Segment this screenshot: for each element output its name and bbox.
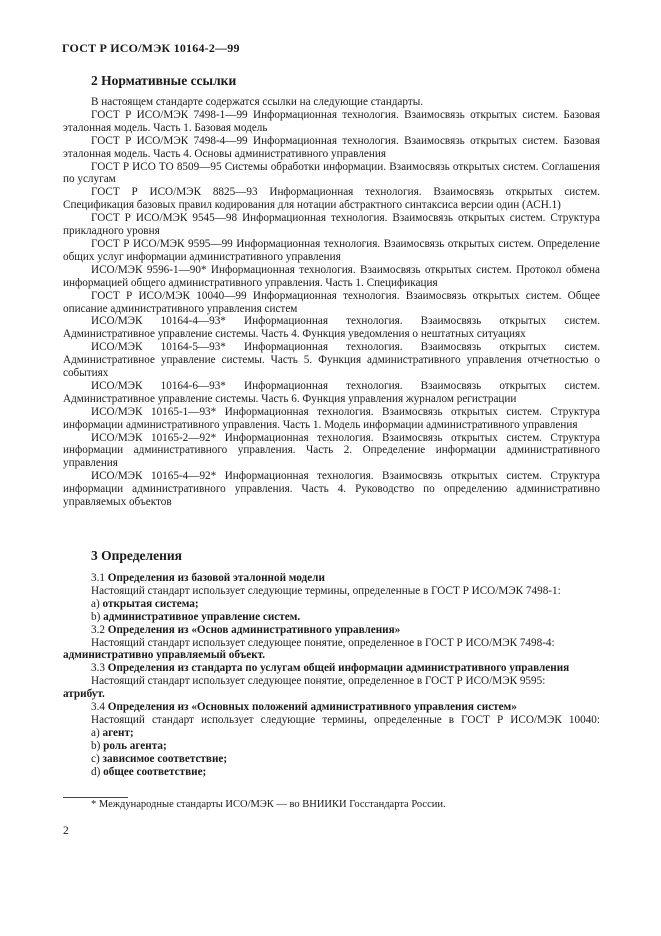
subsection-number: 3.3 (91, 662, 105, 675)
subsection-3-2-title (63, 624, 600, 637)
section-3-body (63, 572, 600, 779)
subsection-title: Определения из «Основных положений административного управления систем» (107, 701, 517, 714)
list-item: b) административное управление систем. (91, 610, 301, 623)
page-number: 2 (63, 825, 69, 837)
section-2-intro: В настоящем стандарте содержатся ссылки на следующие стандарты. (91, 96, 424, 108)
reference-item: ИСО/МЭК 10164-5—93* Информационная технология. Взаимосвязь открытых систем. Административное управление системы. Часть 5. Функция административного управления отчетностью о событиях (63, 341, 600, 380)
reference-item: ИСО/МЭК 9596-1—90* Информационная технология. Взаимосвязь открытых систем. Протокол обмена информацией общего административного управления. Часть 1. Спецификация (63, 263, 600, 289)
subsection-number: 3.4 (91, 701, 105, 714)
section-2-body (63, 96, 600, 509)
section-3-heading: 3 Определения (91, 548, 182, 563)
reference-item: ГОСТ Р ИСО/МЭК 7498-1—99 Информационная технология. Взаимосвязь открытых систем. Базовая эталонная модель. Часть 1. Базовая модель (63, 108, 600, 134)
list-item: b) роль агента; (91, 739, 167, 752)
footnote-divider (63, 797, 128, 798)
reference-item: ГОСТ Р ИСО/МЭК 7498-4—99 Информационная технология. Взаимосвязь открытых систем. Базовая эталонная модель. Часть 4. Основы административного управления (63, 134, 600, 160)
reference-item: ИСО/МЭК 10165-4—92* Информационная технология. Взаимосвязь открытых систем. Структура информации административного управления. Часть 4. Руководство по определению административно управляемых объектов (63, 470, 600, 509)
subsection-title: Определения из стандарта по услугам общей информации административного управления (107, 662, 570, 675)
subsection-3-1-title (63, 572, 600, 585)
subsection-3-1-text: Настоящий стандарт использует следующие термины, определенные в ГОСТ Р ИСО/МЭК 7498-1: (91, 584, 561, 597)
section-2-heading: 2 Нормативные ссылки (91, 73, 237, 88)
subsection-number: 3.2 (91, 623, 105, 636)
reference-item: ИСО/МЭК 10164-4—93* Информационная технология. Взаимосвязь открытых систем. Административное управление системы. Часть 4. Функция уведомления о нештатных ситуациях (63, 315, 600, 341)
list-item: a) открытая система; (91, 597, 199, 610)
list-item: a) агент; (91, 726, 134, 739)
reference-item: ГОСТ Р ИСО ТО 8509—95 Системы обработки информации. Взаимосвязь открытых систем. Соглашения по услугам (63, 160, 600, 186)
reference-item: ГОСТ Р ИСО/МЭК 8825—93 Информационная технология. Взаимосвязь открытых систем. Спецификация базовых правил кодирования для нотации абстрактного синтаксиса версии один (АСН.1) (63, 186, 600, 212)
subsection-3-4-text: Настоящий стандарт использует следующие термины, определенные в ГОСТ Р ИСО/МЭК 10040: (91, 713, 600, 726)
subsection-3-4-title (63, 701, 600, 714)
list-item: c) зависимое соответствие; (91, 752, 228, 765)
list-item: d) общее соответствие; (91, 765, 207, 778)
reference-item: ИСО/МЭК 10165-2—92* Информационная технология. Взаимосвязь открытых систем. Структура информации административного управления. Часть 2. Определение информации административного управления (63, 431, 600, 470)
reference-item: ИСО/МЭК 10164-6—93* Информационная технология. Взаимосвязь открытых систем. Административное управление системы. Часть 6. Функция управления журналом регистрации (63, 379, 600, 405)
reference-item: ГОСТ Р ИСО/МЭК 9545—98 Информационная технология. Взаимосвязь открытых систем. Структура прикладного уровня (63, 212, 600, 238)
subsection-3-2-text: Настоящий стандарт использует следующее понятие, определенное в ГОСТ Р ИСО/МЭК 7498-4: (91, 636, 555, 649)
defined-term: атрибут. (63, 688, 105, 701)
subsection-3-3-title (63, 662, 600, 675)
subsection-title: Определения из «Основ административного управления» (107, 623, 401, 636)
running-header: ГОСТ Р ИСО/МЭК 10164-2—99 (62, 41, 240, 55)
reference-item: ГОСТ Р ИСО/МЭК 10040—99 Информационная технология. Взаимосвязь открытых систем. Общее описание административного управления систем (63, 289, 600, 315)
subsection-number: 3.1 (91, 572, 105, 584)
reference-item: ГОСТ Р ИСО/МЭК 9595—99 Информационная технология. Взаимосвязь открытых систем. Определение общих услуг информации административного управления (63, 237, 600, 263)
subsection-3-3-text: Настоящий стандарт использует следующее понятие, определенное в ГОСТ Р ИСО/МЭК 9595: (91, 675, 546, 688)
subsection-title: Определения из базовой эталонной модели (107, 572, 325, 584)
footnote: * Международные стандарты ИСО/МЭК — во ВНИИКИ Госстандарта России. (91, 799, 446, 810)
defined-term: административно управляемый объект. (63, 649, 266, 662)
reference-item: ИСО/МЭК 10165-1—93* Информационная технология. Взаимосвязь открытых систем. Структура информации административного управления. Часть 1. Модель информации административного управления (63, 405, 600, 431)
